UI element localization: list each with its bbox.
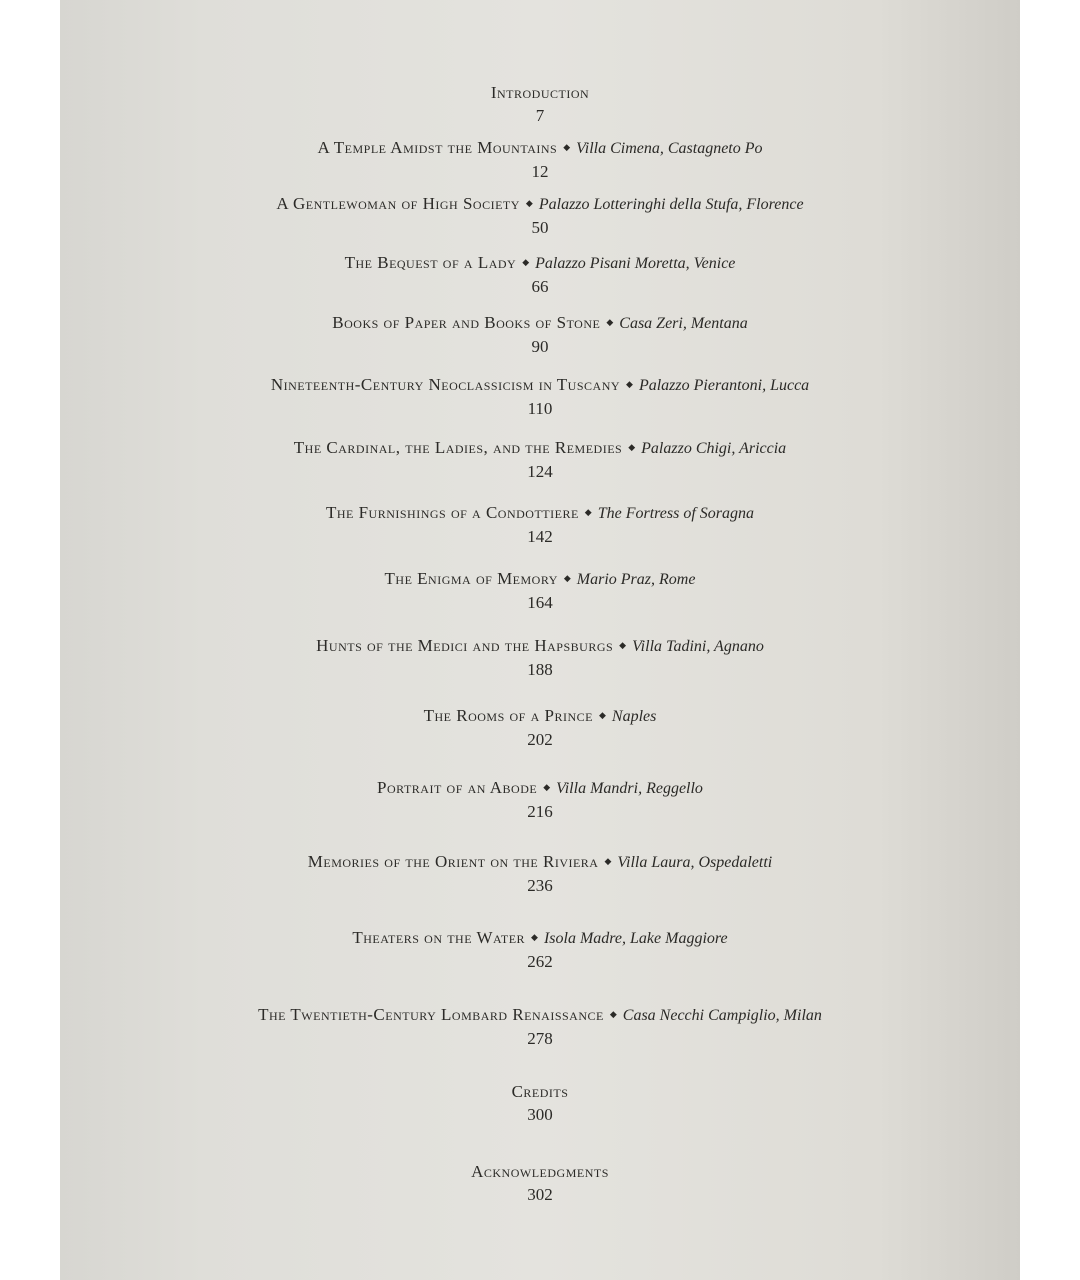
diamond-separator-icon: ◆: [522, 257, 530, 267]
entry-page-number: 90: [531, 337, 549, 356]
entry-page-number: 188: [527, 660, 553, 679]
toc-entry: [60, 567, 1020, 615]
entry-location: Mario Praz, Rome: [576, 571, 696, 588]
toc-entry: [60, 501, 1020, 549]
diamond-separator-icon: ◆: [563, 142, 571, 152]
entry-title: Theaters on the Water: [352, 928, 526, 947]
entry-page-number: 124: [527, 462, 553, 481]
toc-entry: [60, 436, 1020, 484]
entry-location: Casa Necchi Campiglio, Milan: [622, 1007, 822, 1024]
entry-title: Portrait of an Abode: [377, 778, 538, 797]
entry-location: The Fortress of Soragna: [597, 505, 755, 522]
toc-entry: [60, 634, 1020, 682]
entry-location: Villa Mandri, Reggello: [556, 780, 703, 797]
entry-location: Villa Laura, Ospedaletti: [617, 854, 773, 871]
diamond-separator-icon: ◆: [606, 317, 614, 327]
entry-title: The Bequest of a Lady: [344, 253, 517, 272]
entry-title: A Temple Amidst the Mountains: [317, 138, 558, 157]
entry-page-number: 164: [527, 593, 553, 612]
entry-page-number: 142: [527, 527, 553, 546]
toc-entry: [60, 373, 1020, 421]
toc-entry: [60, 926, 1020, 974]
toc-entry: [60, 776, 1020, 824]
toc-entry: [60, 311, 1020, 359]
entry-title: Nineteenth-Century Neoclassicism in Tuscany: [270, 375, 621, 394]
entry-location: Palazzo Chigi, Ariccia: [641, 440, 787, 457]
diamond-separator-icon: ◆: [543, 782, 551, 792]
entry-location: Casa Zeri, Mentana: [619, 315, 748, 332]
diamond-separator-icon: ◆: [525, 198, 533, 208]
diamond-separator-icon: ◆: [604, 856, 612, 866]
entry-title: A Gentlewoman of High Society: [276, 194, 520, 213]
toc-entry: [60, 136, 1020, 184]
entry-page-number: 202: [527, 730, 553, 749]
entry-page-number: 216: [527, 802, 553, 821]
entry-page-number: 66: [531, 277, 549, 296]
entry-title: The Furnishings of a Condottiere: [325, 503, 579, 522]
entry-page-number: 262: [527, 952, 553, 971]
diamond-separator-icon: ◆: [626, 379, 633, 389]
entry-title: Introduction: [490, 83, 590, 102]
entry-title: The Enigma of Memory: [384, 569, 558, 588]
table-of-contents: [60, 0, 1020, 1280]
entry-page-number: 110: [527, 399, 553, 418]
entry-title: Books of Paper and Books of Stone: [332, 313, 601, 332]
toc-entry: [60, 1003, 1020, 1051]
toc-entry: [60, 850, 1020, 898]
toc-entry: [60, 1081, 1020, 1127]
entry-title: Credits: [511, 1082, 569, 1101]
diamond-separator-icon: ◆: [619, 640, 627, 650]
book-page: [60, 0, 1020, 1280]
toc-entry: [60, 82, 1020, 128]
entry-location: Palazzo Pisani Moretta, Venice: [535, 255, 736, 272]
diamond-separator-icon: ◆: [628, 442, 636, 452]
entry-page-number: 278: [527, 1029, 553, 1048]
entry-location: Palazzo Pierantoni, Lucca: [638, 377, 810, 394]
entry-title: Memories of the Orient on the Riviera: [307, 852, 599, 871]
entry-page-number: 300: [527, 1105, 553, 1124]
diamond-separator-icon: ◆: [584, 507, 592, 517]
entry-title: Acknowledgments: [471, 1162, 609, 1181]
entry-title: The Cardinal, the Ladies, and the Remedies: [293, 438, 623, 457]
entry-location: Villa Tadini, Agnano: [632, 638, 764, 655]
entry-title: The Rooms of a Prince: [423, 706, 593, 725]
entry-location: Isola Madre, Lake Maggiore: [543, 930, 728, 947]
toc-entry: [60, 1161, 1020, 1207]
entry-page-number: 12: [531, 162, 549, 181]
entry-location: Naples: [611, 708, 657, 725]
entry-title: The Twentieth-Century Lombard Renaissance: [258, 1005, 604, 1024]
entry-page-number: 236: [527, 876, 553, 895]
toc-entry: [60, 192, 1020, 240]
toc-entry: [60, 704, 1020, 752]
diamond-separator-icon: ◆: [531, 932, 538, 942]
entry-page-number: 302: [527, 1185, 553, 1204]
entry-page-number: 7: [535, 106, 545, 125]
diamond-separator-icon: ◆: [598, 710, 606, 720]
entry-location: Villa Cimena, Castagneto Po: [576, 140, 763, 157]
toc-entry: [60, 251, 1020, 299]
entry-page-number: 50: [531, 218, 549, 237]
diamond-separator-icon: ◆: [609, 1009, 617, 1019]
entry-title: Hunts of the Medici and the Hapsburgs: [316, 636, 614, 655]
diamond-separator-icon: ◆: [563, 573, 571, 583]
entry-location: Palazzo Lotteringhi della Stufa, Florence: [538, 196, 804, 213]
